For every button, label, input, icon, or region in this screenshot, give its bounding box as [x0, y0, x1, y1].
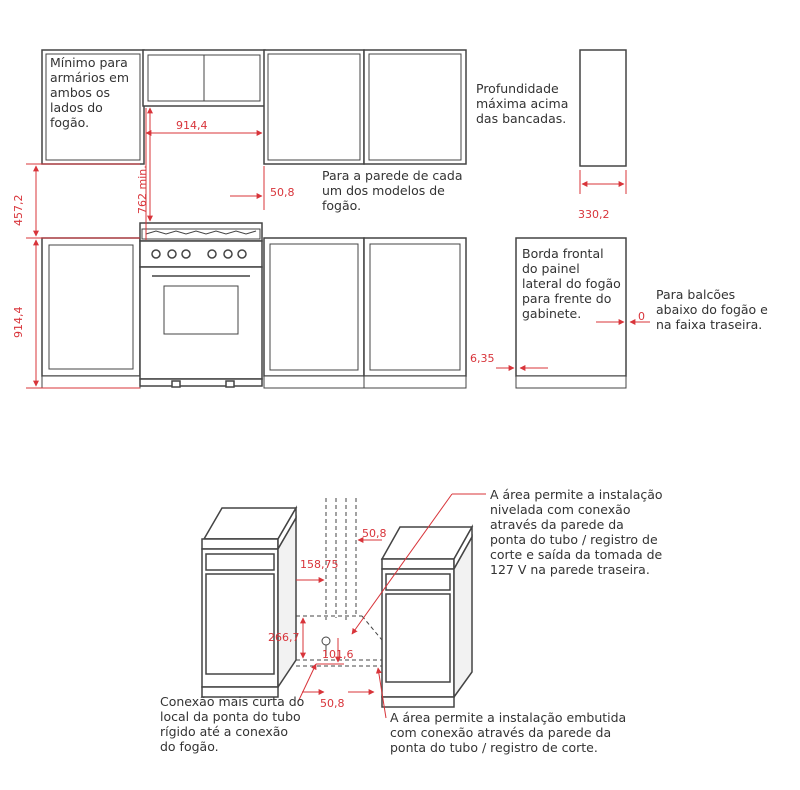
- bottom-dashed-guides: [296, 498, 382, 666]
- note-short-connection: [160, 694, 304, 754]
- svg-text:um dos modelos de: um dos modelos de: [322, 183, 445, 198]
- svg-text:na faixa traseira.: na faixa traseira.: [656, 317, 763, 332]
- svg-text:Conexão mais curta do: Conexão mais curta do: [160, 694, 305, 709]
- svg-text:ponta do tubo / registro de: ponta do tubo / registro de: [490, 532, 658, 547]
- svg-text:rígido até a conexão: rígido até a conexão: [160, 724, 289, 739]
- svg-text:A área permite a instalação em: A área permite a instalação embutida: [390, 710, 627, 725]
- dim-offset-zero: 0: [638, 310, 645, 323]
- svg-text:lateral do fogão: lateral do fogão: [522, 276, 621, 291]
- svg-text:para frente do: para frente do: [522, 291, 612, 306]
- bottom-right-cabinet: [382, 527, 472, 707]
- svg-text:das bancadas.: das bancadas.: [476, 111, 567, 126]
- svg-text:nivelada com conexão: nivelada com conexão: [490, 502, 631, 517]
- svg-text:corte e saída da tomada de: corte e saída da tomada de: [490, 547, 663, 562]
- svg-text:com conexão através da parede: com conexão através da parede da: [390, 725, 612, 740]
- svg-text:Para a parede de cada: Para a parede de cada: [322, 168, 463, 183]
- note-max-depth: [476, 81, 568, 126]
- dim-wall-gap: 50,8: [270, 186, 295, 199]
- svg-text:do painel: do painel: [522, 261, 580, 276]
- svg-text:127 V na parede traseira.: 127 V na parede traseira.: [490, 562, 650, 577]
- svg-text:Para balcões: Para balcões: [656, 287, 736, 302]
- svg-text:A área permite a instalação: A área permite a instalação: [490, 487, 663, 502]
- note-recessed-install: [390, 710, 626, 755]
- range: [140, 223, 262, 387]
- note-flush-install: [490, 487, 663, 577]
- side-upper-cabinet: [580, 50, 626, 166]
- dim-bottom-d5: 50,8: [320, 697, 345, 710]
- svg-text:fogão.: fogão.: [322, 198, 362, 213]
- svg-text:ponta do tubo / registro de co: ponta do tubo / registro de corte.: [390, 740, 598, 755]
- svg-text:Mínimo para: Mínimo para: [50, 55, 128, 70]
- dim-bottom-d3: 266,7: [268, 631, 300, 644]
- dim-bottom-d2: 158,75: [300, 558, 339, 571]
- svg-text:ambos os: ambos os: [50, 85, 111, 100]
- dim-width-min: 914,4: [176, 119, 208, 132]
- dim-height-457: 457,2: [12, 194, 25, 226]
- svg-text:Borda frontal: Borda frontal: [522, 246, 604, 261]
- svg-text:armários em: armários em: [50, 70, 130, 85]
- note-counters: [656, 287, 768, 332]
- dim-height-upper: 762 min.: [136, 165, 149, 214]
- svg-text:lados do: lados do: [50, 100, 103, 115]
- svg-text:gabinete.: gabinete.: [522, 306, 582, 321]
- dim-offset-635: 6,35: [470, 352, 495, 365]
- dim-height-914: 914,4: [12, 306, 25, 338]
- svg-text:máxima acima: máxima acima: [476, 96, 569, 111]
- svg-text:local da ponta do tubo: local da ponta do tubo: [160, 709, 301, 724]
- svg-text:através da parede da: através da parede da: [490, 517, 624, 532]
- dim-bottom-d4: 101,6: [322, 648, 354, 661]
- svg-text:abaixo do fogão e: abaixo do fogão e: [656, 302, 768, 317]
- dim-depth: 330,2: [578, 208, 610, 221]
- svg-text:do fogão.: do fogão.: [160, 739, 219, 754]
- note-wall-models: [322, 168, 463, 213]
- dim-bottom-d1: 50,8: [362, 527, 387, 540]
- svg-text:fogão.: fogão.: [50, 115, 90, 130]
- bottom-left-cabinet: [202, 508, 296, 697]
- svg-text:Profundidade: Profundidade: [476, 81, 559, 96]
